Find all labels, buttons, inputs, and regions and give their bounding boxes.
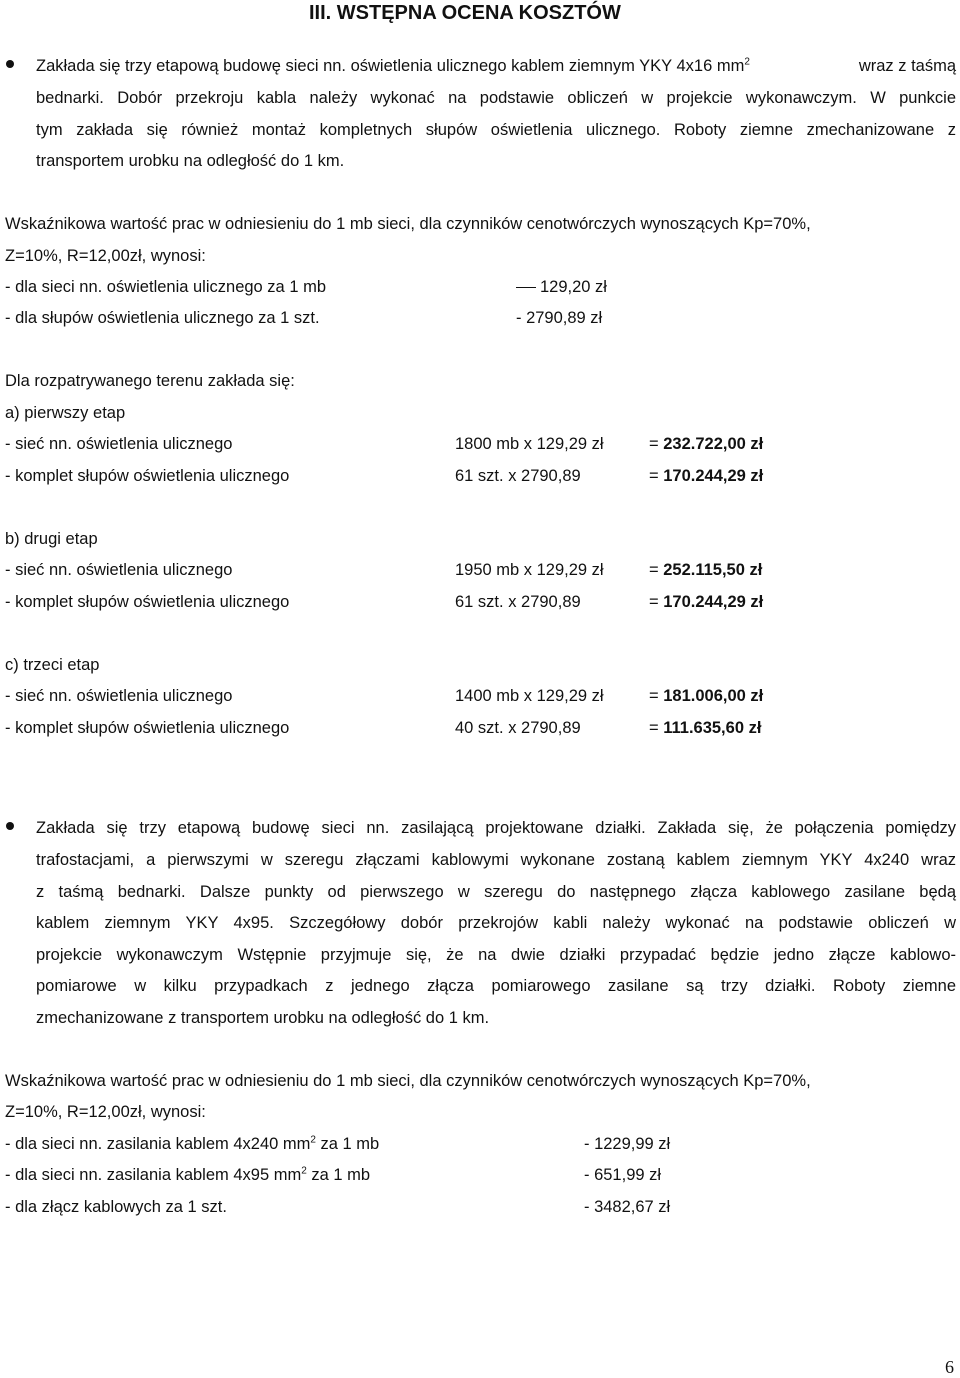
rate-value-2: - 2790,89 zł <box>516 309 603 327</box>
stage-c-row-1-calc: 1400 mb x 129,29 zł <box>455 687 604 705</box>
section2-line-3: z taśmą bednarki. Dalsze punkty od pierwszego w szeregu do następnego złącza kablowego zasilane będą <box>36 883 956 901</box>
rate-label-2: - dla słupów oświetlenia ulicznego za 1 szt. <box>5 309 320 327</box>
indicator-line-1: Wskaźnikowa wartość prac w odniesieniu do 1 mb sieci, dla czynników cenotwórczych wynoszących Kp=70%, <box>5 215 811 233</box>
stage-a-row-1-result: = 232.722,00 zł <box>649 435 764 453</box>
page-title: III. WSTĘPNA OCENA KOSZTÓW <box>309 2 621 24</box>
intro-text: Dla rozpatrywanego terenu zakłada się: <box>5 372 295 390</box>
rate2-label-1: - dla sieci nn. zasilania kablem 4x240 $mm^2$ za 1 mb <box>5 1134 380 1153</box>
rate2-value-1: - 1229,99 zł <box>584 1135 671 1153</box>
section2-line-6: pomiarowe w kilku przypadkach z jednego złącza pomiarowego zasilane są trzy działki. Roboty ziemne <box>36 977 956 995</box>
section1-line-2: bednarki. Dobór przekroju kabla należy wykonać na podstawie obliczeń w projekcie wykonawczym. W punkcie <box>36 89 956 107</box>
page-number: 6 <box>945 1357 954 1377</box>
stage-c-row-2-calc: 40 szt. x 2790,89 <box>455 719 581 737</box>
stage-a-heading: a) pierwszy etap <box>5 404 126 422</box>
stage-b-row-2-label: - komplet słupów oświetlenia ulicznego <box>5 593 290 611</box>
stage-a-row-2-label: - komplet słupów oświetlenia ulicznego <box>5 467 290 485</box>
stage-b-heading: b) drugi etap <box>5 530 98 548</box>
stage-c-heading: c) trzeci etap <box>5 656 100 674</box>
indicator2-line-2: Z=10%, R=12,00zł, wynosi: <box>5 1103 206 1121</box>
stage-b-row-1-calc: 1950 mb x 129,29 zł <box>455 561 604 579</box>
rate2-label-3: - dla złącz kablowych za 1 szt. <box>5 1198 227 1216</box>
stage-c-row-2-result: = 111.635,60 zł <box>649 719 762 737</box>
bullet-icon <box>6 60 14 68</box>
stage-a-row-1-label: - sieć nn. oświetlenia ulicznego <box>5 435 233 453</box>
section1-line-3: tym zakłada się również montaż kompletnych słupów oświetlenia ulicznego. Roboty ziemne zmechanizowane z <box>36 121 956 139</box>
rate2-value-2: - 651,99 zł <box>584 1166 662 1184</box>
stage-c-row-1-result: = 181.006,00 zł <box>649 687 764 705</box>
bullet-icon <box>6 822 14 830</box>
indicator2-line-1: Wskaźnikowa wartość prac w odniesieniu do 1 mb sieci, dla czynników cenotwórczych wynoszących Kp=70%, <box>5 1072 811 1090</box>
section1-line-4: transportem urobku na odległość do 1 km. <box>36 152 345 170</box>
stage-b-row-1-label: - sieć nn. oświetlenia ulicznego <box>5 561 233 579</box>
rate2-value-3: - 3482,67 zł <box>584 1198 671 1216</box>
stage-a-row-1-calc: 1800 mb x 129,29 zł <box>455 435 604 453</box>
stage-c-row-2-label: - komplet słupów oświetlenia ulicznego <box>5 719 290 737</box>
stage-c-row-1-label: - sieć nn. oświetlenia ulicznego <box>5 687 233 705</box>
stage-b-row-2-result: = 170.244,29 zł <box>649 593 764 611</box>
stage-b-row-2-calc: 61 szt. x 2790,89 <box>455 593 581 611</box>
section2-line-2: trafostacjami, a pierwszymi w szeregu złączami kablowymi wykonane zostaną kablem ziemnym YKY 4x240 wraz <box>36 851 956 869</box>
section2-line-4: kablem ziemnym YKY 4x95. Szczegółowy dobór przekrojów kabli należy wykonać na podstawie obliczeń w <box>36 914 956 932</box>
rate-label-1: - dla sieci nn. oświetlenia ulicznego za 1 mb <box>5 278 327 296</box>
section2-line-5: projekcie wykonawczym Wstępnie przyjmuje się, że na dwie działki przypadać będzie jedno złącze kablowo- <box>36 946 956 964</box>
section2-line-1: Zakłada się trzy etapową budowę sieci nn. zasilającą projektowane działki. Zakłada się, że połączenia pomiędzy <box>36 819 956 837</box>
section1-line-1: Zakłada się trzy etapową budowę sieci nn. oświetlenia ulicznego kablem ziemnym YKY 4x16 $mm^2$ wraz z taśmą <box>36 56 956 75</box>
stage-b-row-1-result: = 252.115,50 zł <box>649 561 763 579</box>
stage-a-row-2-calc: 61 szt. x 2790,89 <box>455 467 581 485</box>
rate-value-1: 129,20 zł <box>516 277 607 297</box>
indicator-line-2: Z=10%, R=12,00zł, wynosi: <box>5 247 206 265</box>
rate2-label-2: - dla sieci nn. zasilania kablem 4x95 $mm^2$ za 1 mb <box>5 1165 371 1184</box>
section2-line-7: zmechanizowane z transportem urobku na odległość do 1 km. <box>36 1009 490 1027</box>
stage-a-row-2-result: = 170.244,29 zł <box>649 467 764 485</box>
dash-icon <box>516 287 536 288</box>
